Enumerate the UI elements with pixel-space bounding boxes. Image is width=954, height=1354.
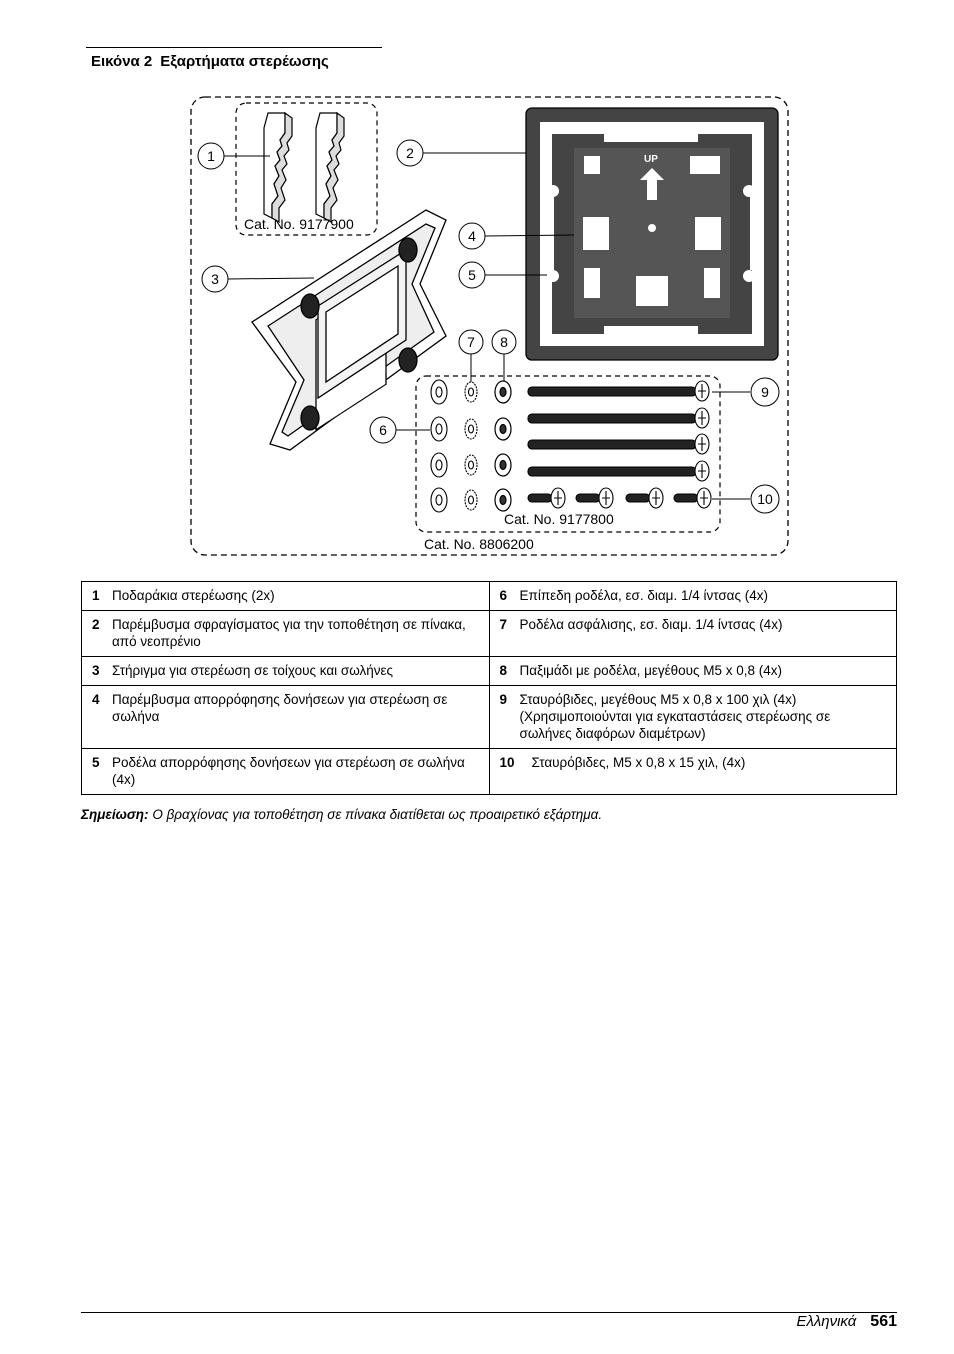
legend-text: Σταυρόβιδες, μεγέθους M5 x 0,8 x 100 χιλ (4x) (Χρησιμοποιούνται για εγκαταστάσεις στερέωσης σε σωλήνες διαφόρων διαμέτρων)	[519, 692, 831, 741]
legend-text: Επίπεδη ροδέλα, εσ. διαμ. 1/4 ίντσας (4x)	[519, 588, 768, 603]
legend-cell	[82, 582, 490, 611]
legend-text: Ροδέλα απορρόφησης δονήσεων για στερέωση σε σωλήνα (4x)	[112, 755, 465, 787]
note-label: Σημείωση:	[81, 807, 149, 822]
legend-num: 3	[92, 663, 100, 678]
lock-washers	[465, 382, 477, 510]
legend-cell	[489, 749, 897, 795]
page-number: 561	[870, 1313, 897, 1330]
legend-cell	[82, 686, 490, 749]
figure-caption: Εξαρτήματα στερέωσης	[160, 53, 329, 70]
page-footer	[796, 1313, 897, 1331]
legend-cell	[489, 611, 897, 657]
legend-num: 8	[499, 663, 508, 678]
legend-num: 10	[499, 755, 515, 770]
up-label: UP	[644, 154, 658, 165]
legend-text: Στήριγμα για στερέωση σε τοίχους και σωλήνες	[112, 663, 394, 678]
callout-number: 3	[211, 271, 219, 287]
legend-text: Παξιμάδι με ροδέλα, μεγέθους M5 x 0,8 (4x)	[519, 663, 783, 678]
short-screws	[528, 488, 711, 508]
callout-number: 8	[500, 334, 508, 350]
footer-language: Ελληνικά	[796, 1313, 857, 1330]
figure-top-rule	[86, 47, 382, 48]
legend-num: 1	[92, 588, 100, 603]
table-row	[82, 582, 897, 611]
kit-9177800-outline	[416, 376, 720, 532]
table-row	[82, 611, 897, 657]
legend-text: Παρέμβυσμα σφραγίσματος για την τοποθέτηση σε πίνακα, από νεοπρένιο	[112, 617, 466, 649]
legend-cell	[82, 749, 490, 795]
note	[81, 807, 602, 822]
figure-number: Εικόνα 2	[91, 53, 153, 70]
cat-no-hardware: Cat. No. 9177800	[504, 511, 614, 527]
callout-number: 6	[379, 422, 387, 438]
legend-text: Ποδαράκια στερέωσης (2x)	[112, 588, 275, 603]
legend-text: Ροδέλα ασφάλισης, εσ. διαμ. 1/4 ίντσας (4x)	[519, 617, 783, 632]
note-text: Ο βραχίονας για τοποθέτηση σε πίνακα διατίθεται ως προαιρετικό εξάρτημα.	[152, 807, 603, 822]
legend-num: 5	[92, 755, 100, 770]
washer-nuts	[495, 381, 511, 511]
table-row	[82, 686, 897, 749]
legend-cell	[489, 582, 897, 611]
mounting-hardware-figure	[180, 88, 800, 563]
legend-num: 4	[92, 692, 100, 707]
legend-cell	[489, 686, 897, 749]
figure-title	[91, 53, 337, 70]
legend-num: 2	[92, 617, 100, 632]
footer-rule	[81, 1312, 897, 1313]
legend-cell	[489, 657, 897, 686]
legend-cell	[82, 611, 490, 657]
mounting-feet	[264, 113, 344, 222]
legend-cell	[82, 657, 490, 686]
wall-pipe-bracket	[252, 210, 446, 450]
table-row	[82, 657, 897, 686]
legend-num: 9	[499, 692, 508, 707]
callout-number: 1	[207, 148, 215, 164]
cat-no-feet: Cat. No. 9177900	[244, 216, 354, 232]
legend-table	[81, 581, 897, 795]
legend-num: 6	[499, 588, 508, 603]
table-row	[82, 749, 897, 795]
panel-gasket	[526, 108, 778, 360]
flat-washers	[431, 380, 447, 512]
callout-number: 9	[761, 384, 769, 400]
callout-number: 2	[406, 145, 414, 161]
cat-no-kit: Cat. No. 8806200	[424, 536, 534, 552]
callout-number: 7	[467, 334, 475, 350]
legend-text: Παρέμβυσμα απορρόφησης δονήσεων για στερέωση σε σωλήνα	[112, 692, 448, 724]
callout-number: 4	[468, 228, 476, 244]
long-screws	[528, 381, 709, 481]
legend-num: 7	[499, 617, 508, 632]
legend-text: Σταυρόβιδες, M5 x 0,8 x 15 χιλ, (4x)	[531, 755, 746, 770]
callout-number: 10	[757, 491, 773, 507]
callout-number: 5	[468, 267, 476, 283]
